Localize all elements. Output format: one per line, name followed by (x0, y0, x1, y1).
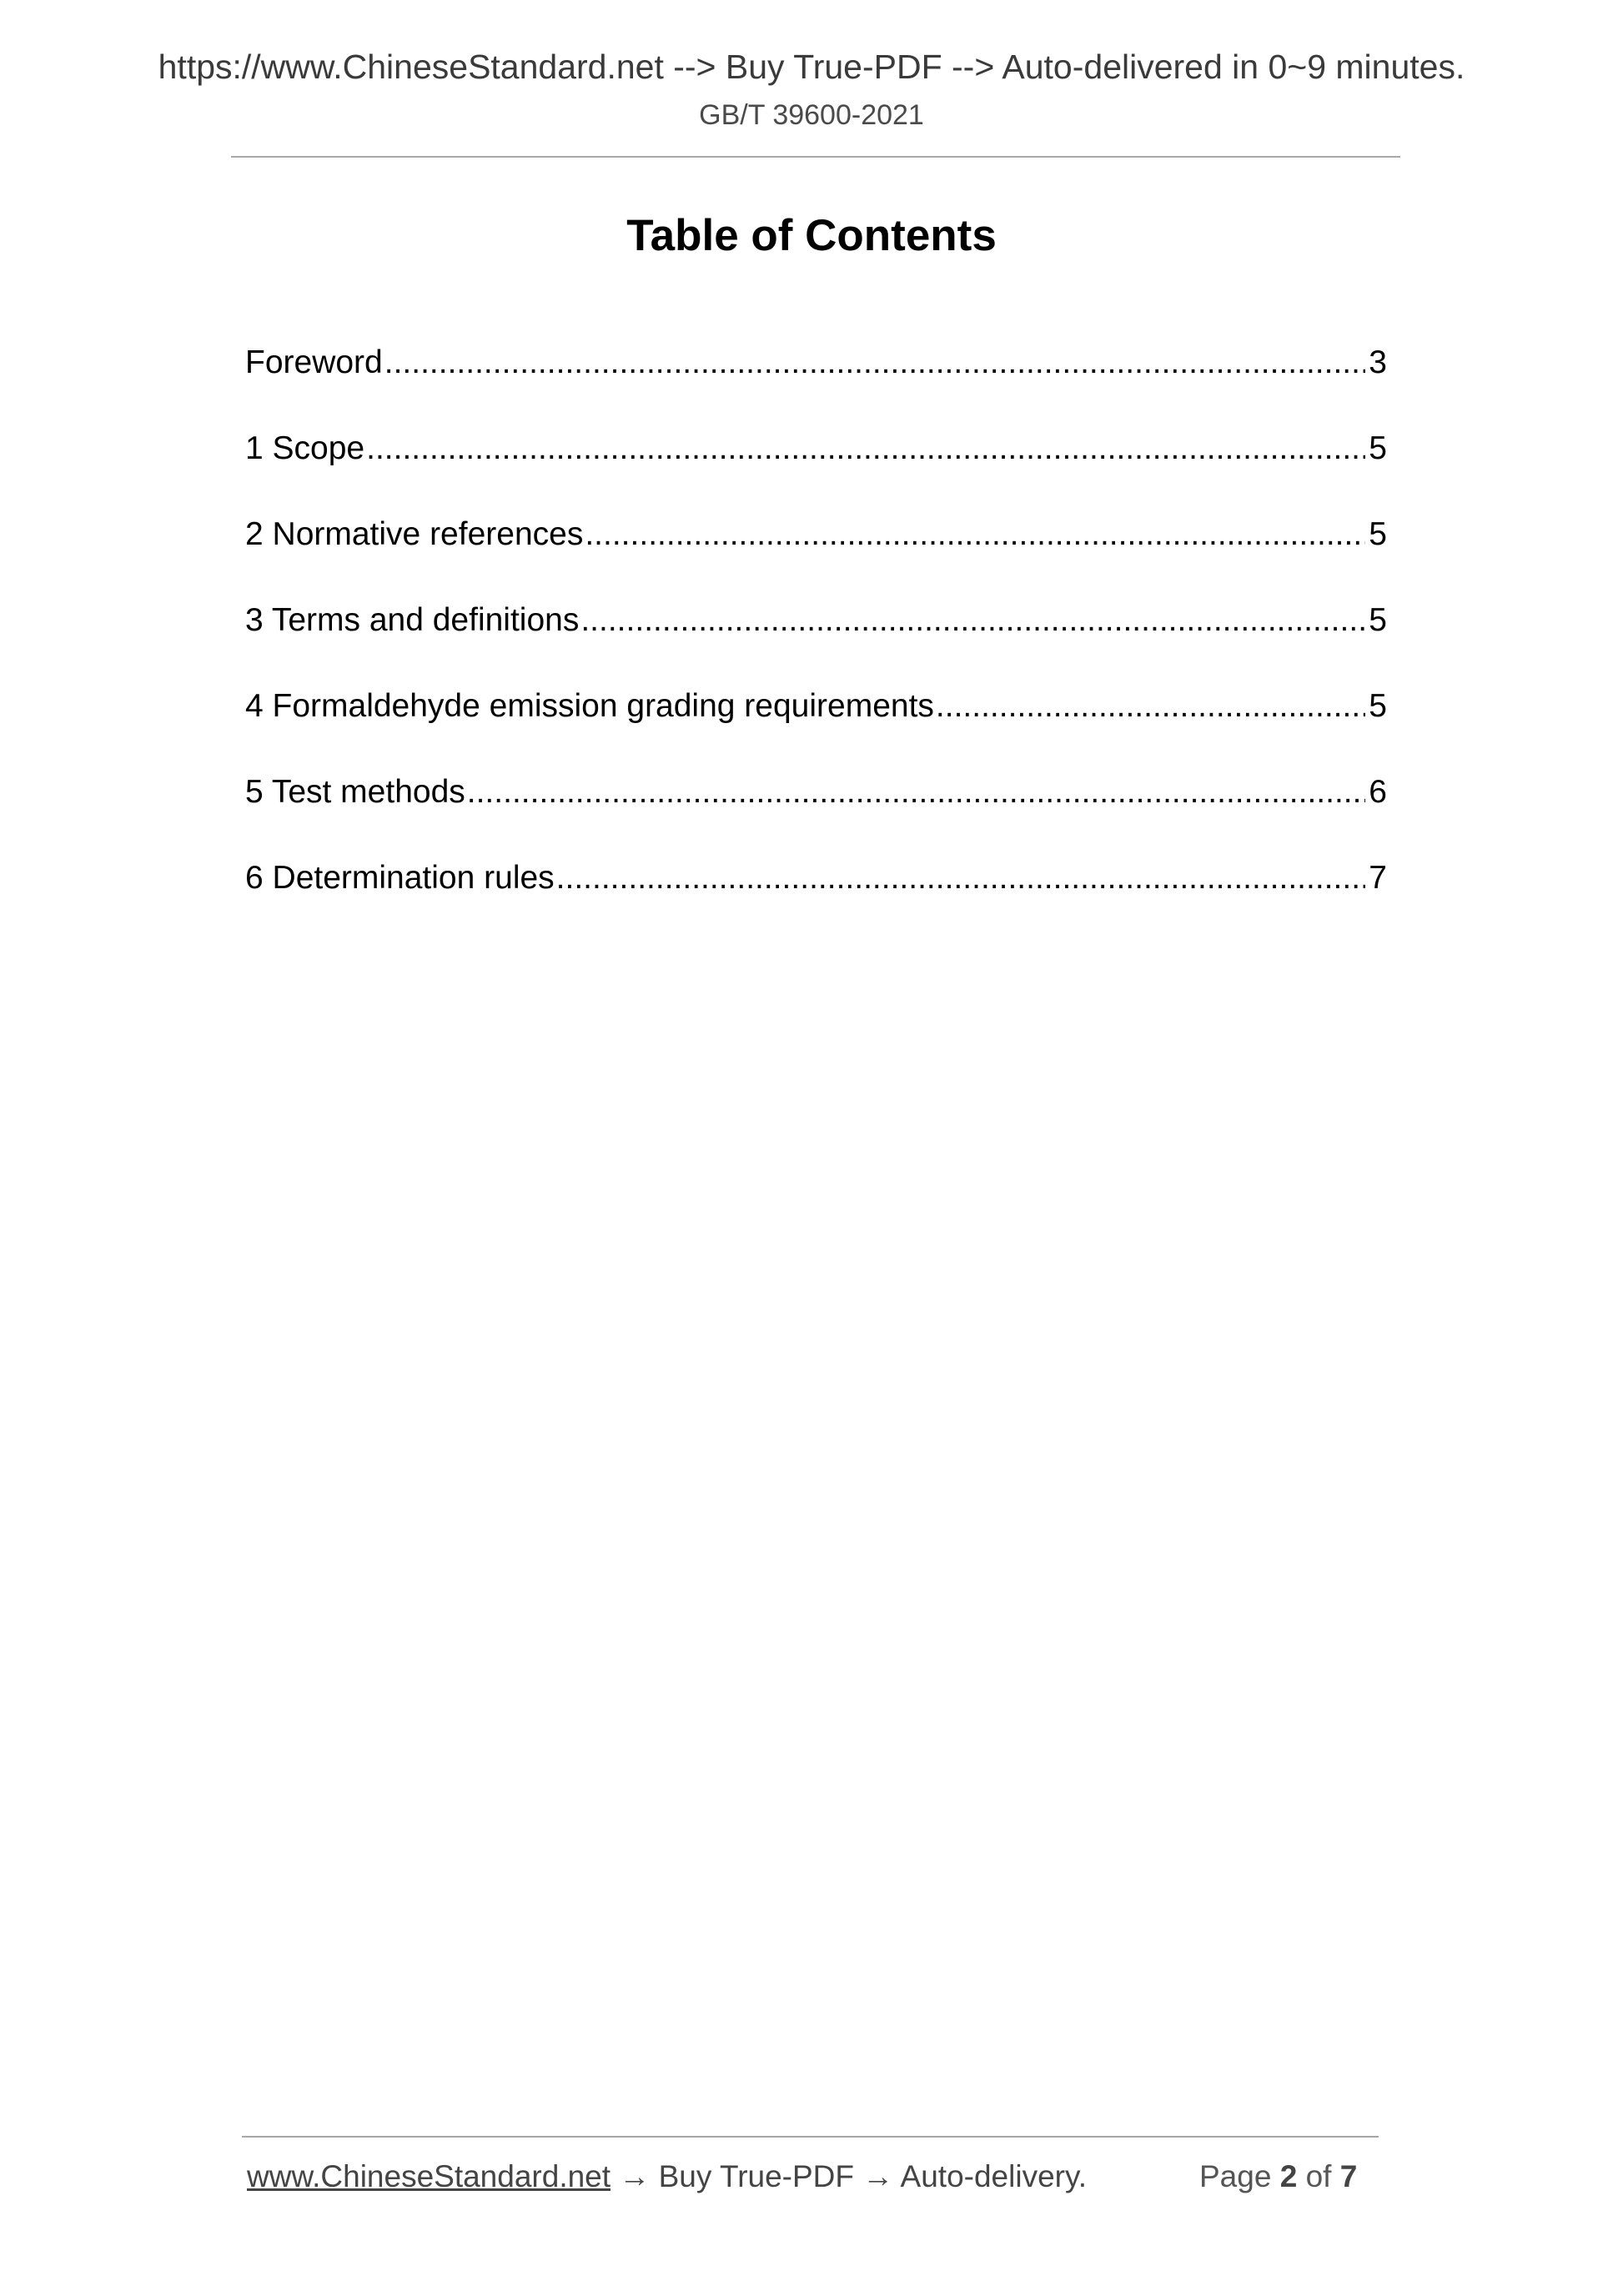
toc-entry-page: 3 (1369, 344, 1387, 380)
footer-site-link[interactable]: www.ChineseStandard.net (247, 2159, 611, 2193)
toc-entry-page: 5 (1369, 516, 1387, 552)
toc-entry-normative-references[interactable] (245, 510, 1387, 595)
of-word: of (1305, 2159, 1332, 2193)
toc-entry-terms-and-definitions[interactable] (245, 595, 1387, 681)
page-indicator (1199, 2155, 1357, 2198)
toc-entry-test-methods[interactable] (245, 767, 1387, 853)
toc-dot-leader (366, 424, 1365, 474)
footer-buy-text: Buy True-PDF (658, 2159, 855, 2193)
toc-entry-page: 6 (1369, 774, 1387, 810)
arrow-right-icon: → (862, 2159, 894, 2193)
toc-entry-label: 5 Test methods (245, 774, 465, 810)
total-page-count: 7 (1339, 2159, 1358, 2193)
toc-list (245, 338, 1387, 939)
toc-entry-label: 3 Terms and definitions (245, 602, 580, 638)
toc-entry-page: 5 (1369, 602, 1387, 638)
page-title: Table of Contents (626, 211, 997, 260)
toc-dot-leader (467, 767, 1366, 817)
toc-entry-label: 1 Scope (245, 430, 365, 466)
footer-promo (247, 2155, 1087, 2198)
toc-entry-foreword[interactable] (245, 338, 1387, 424)
toc-dot-leader (936, 681, 1365, 731)
footer-delivery-text: Auto-delivery. (900, 2159, 1088, 2193)
toc-entry-label: 6 Determination rules (245, 860, 555, 896)
toc-dot-leader (580, 595, 1365, 646)
toc-entry-formaldehyde-grading[interactable] (245, 681, 1387, 767)
header-banner: https://www.ChineseStandard.net --> Buy True-PDF --> Auto-delivered in 0~9 minutes. (158, 48, 1465, 86)
toc-dot-leader (556, 853, 1366, 903)
toc-entry-determination-rules[interactable] (245, 853, 1387, 939)
footer-divider (242, 2136, 1379, 2138)
arrow-right-icon: → (619, 2159, 651, 2193)
toc-entry-page: 7 (1369, 860, 1387, 896)
toc-entry-scope[interactable] (245, 424, 1387, 510)
header-divider (231, 156, 1400, 158)
standard-code: GB/T 39600-2021 (699, 99, 924, 131)
toc-entry-label: Foreword (245, 344, 383, 380)
toc-entry-label: 2 Normative references (245, 516, 584, 552)
current-page-number: 2 (1279, 2159, 1298, 2193)
toc-entry-page: 5 (1369, 430, 1387, 466)
toc-entry-label: 4 Formaldehyde emission grading requirements (245, 688, 934, 724)
toc-dot-leader (585, 510, 1365, 560)
toc-dot-leader (384, 338, 1366, 388)
page-word: Page (1199, 2159, 1272, 2193)
toc-entry-page: 5 (1369, 688, 1387, 724)
